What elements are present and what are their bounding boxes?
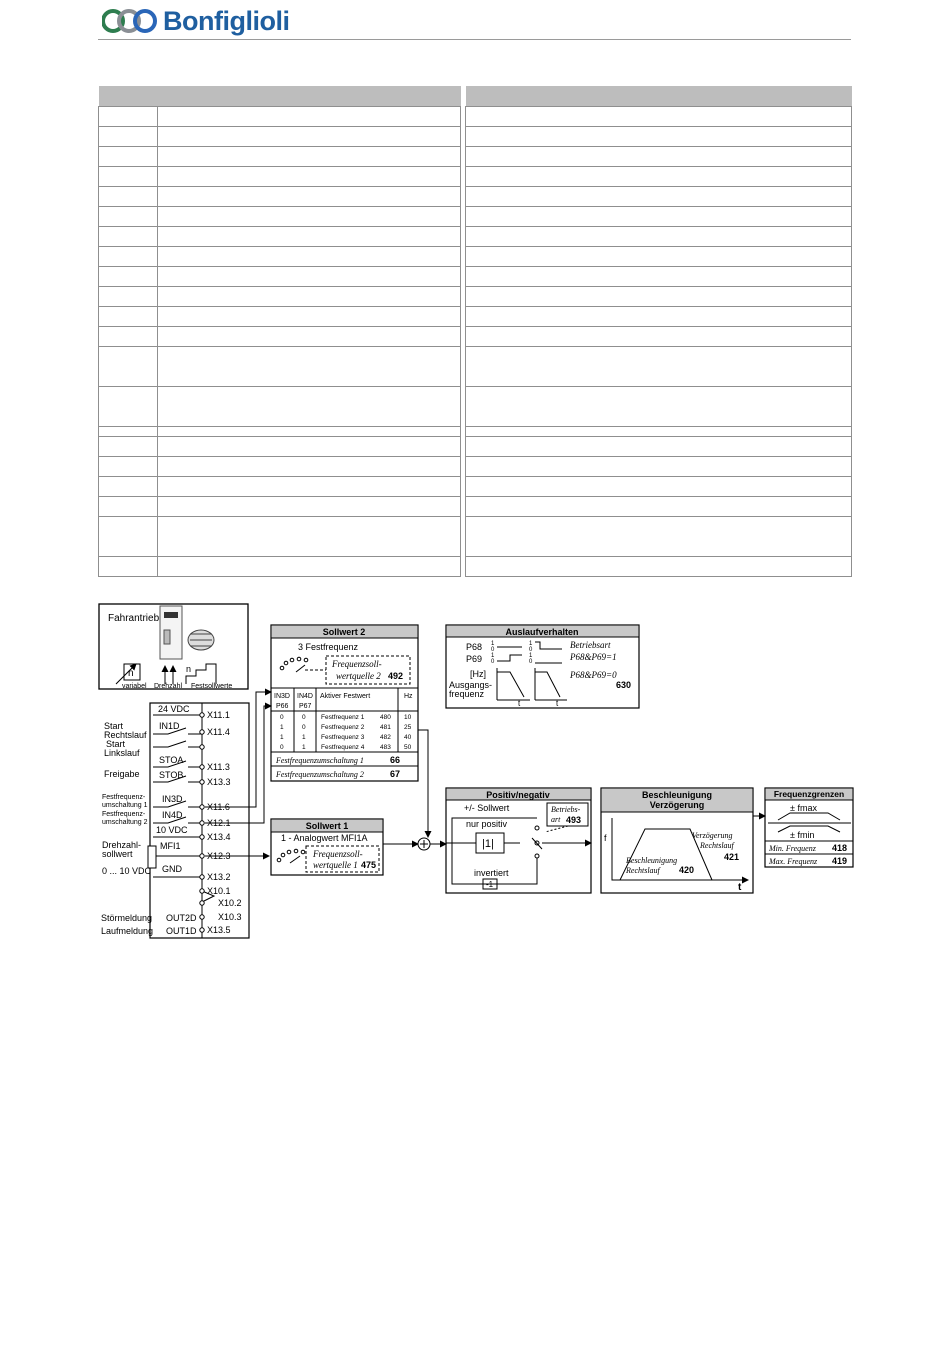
terminal-pin-label: X10.3 — [218, 912, 242, 922]
terminal-pin-icon — [200, 713, 204, 717]
col-p67: P67 — [299, 703, 312, 710]
limits-min-num: 418 — [832, 843, 848, 853]
brand-name: Bonfiglioli — [163, 6, 290, 36]
terminal-pin-label: X12.1 — [207, 818, 231, 828]
limits-fmin: ± fmin — [790, 830, 815, 840]
posneg-inv: invertiert — [474, 868, 509, 878]
terminal-pin-icon — [200, 835, 204, 839]
terminal-pin-label: X11.1 — [207, 710, 230, 720]
sollwert2-src-1: Frequenzsoll- — [332, 659, 382, 669]
col-in3d: IN3D — [274, 693, 290, 700]
ramp-t: t — [738, 882, 742, 893]
terminal-pin-label: X10.1 — [207, 886, 231, 896]
limits-title: Frequenzgrenzen — [773, 789, 845, 799]
posneg-mode-num: 493 — [566, 815, 582, 825]
abs-block: |1| — [482, 838, 494, 850]
t-label-2: t — [556, 699, 559, 708]
switch1-num: 66 — [390, 755, 401, 765]
limits-max-label: Max. Frequenz — [769, 857, 818, 866]
fault-label: Störmeldung — [101, 913, 153, 923]
signal-out2d: OUT2D — [166, 913, 197, 923]
lvl-1a: 1 — [491, 641, 495, 647]
ff-cell: 480 — [380, 714, 391, 721]
lvl-1b: 1 — [491, 653, 495, 659]
lvl-0a: 0 — [491, 647, 495, 653]
label-variabel: variabel — [122, 683, 147, 690]
lvl-1c: 1 — [529, 641, 533, 647]
ff-cell: 0 — [302, 724, 306, 731]
speed-sp-2: sollwert — [102, 849, 133, 859]
ff-cell: 481 — [380, 724, 391, 731]
p69-label: P69 — [466, 654, 483, 664]
signal-gnd: GND — [162, 864, 182, 874]
label-festsollwerte: Festsollwerte — [191, 683, 233, 690]
auslauf-cond0: P68&P69=0 — [570, 670, 617, 680]
p68-label: P68 — [466, 642, 483, 652]
terminal-pin-icon — [200, 780, 204, 784]
release-label: Freigabe — [104, 769, 140, 779]
sollwert1-src-1: Frequenzsoll- — [313, 849, 363, 859]
terminal-pin-icon — [200, 889, 204, 893]
range-label: 0 ... 10 VDC — [102, 866, 152, 876]
ff-cell: 0 — [280, 744, 284, 751]
terminal-pin-label: X13.5 — [207, 925, 231, 935]
terminal-pin-icon — [200, 915, 204, 919]
terminal-pin-icon — [200, 875, 204, 879]
ff-cell: 0 — [302, 714, 306, 721]
sollwert2-src-2: wertquelle 2 — [336, 671, 381, 681]
terminal-pin-icon — [200, 901, 204, 905]
terminal-pin-label: X11.3 — [207, 762, 230, 772]
ten-vdc-label: 10 VDC — [156, 825, 188, 835]
ramp-decel-num: 421 — [724, 852, 740, 862]
ff-cell: Festfrequenz 1 — [321, 714, 365, 721]
sollwert1-sub: 1 - Analogwert MFI1A — [281, 833, 368, 843]
start-left-2: Linkslauf — [104, 748, 140, 758]
neg-block: -1 — [486, 880, 494, 889]
ff-cell: Festfrequenz 3 — [321, 734, 365, 741]
signal-stoa: STOA — [159, 755, 184, 765]
terminal-pin-label: X13.2 — [207, 872, 231, 882]
ff-cell: Festfrequenz 2 — [321, 724, 365, 731]
signal-in4d: IN4D — [162, 810, 183, 820]
fahrantrieb-title: Fahrantrieb — [108, 613, 160, 624]
auslauf-num: 630 — [616, 680, 632, 690]
posneg-pos: nur positiv — [466, 819, 508, 829]
auslauf-block — [446, 625, 639, 708]
auslauf-title: Auslaufverhalten — [505, 627, 579, 637]
fixed-switch-2a: Festfrequenz- — [102, 811, 146, 818]
switch2-num: 67 — [390, 769, 401, 779]
posneg-block — [446, 788, 591, 893]
hz-label: [Hz] — [470, 669, 487, 679]
ramp-title-1: Beschleunigung — [641, 790, 713, 800]
terminal-pin-icon — [200, 745, 204, 749]
start-right-1: Start — [104, 721, 124, 731]
ff-cell: 483 — [380, 744, 391, 751]
terminal-pin-icon — [200, 854, 204, 858]
sollwert2-title: Sollwert 2 — [322, 627, 366, 637]
ausgang-2: frequenz — [449, 689, 485, 699]
signal-mfi1: MFI1 — [160, 841, 181, 851]
col-p66: P66 — [276, 703, 289, 710]
terminal-pin-icon — [200, 765, 204, 769]
ramp-title-2: Verzögerung — [649, 800, 705, 810]
fixed-switch-1a: Festfrequenz- — [102, 794, 146, 801]
sollwert2-block — [271, 625, 418, 781]
ff-cell: 482 — [380, 734, 391, 741]
limits-min-label: Min. Frequenz — [769, 844, 816, 853]
switch1-label: Festfrequenzumschaltung 1 — [276, 756, 364, 765]
lvl-0d: 0 — [529, 659, 533, 665]
ff-cell: 1 — [280, 734, 284, 741]
posneg-mode-1: Betriebs- — [551, 805, 581, 814]
n-label-2: n — [186, 664, 192, 674]
col-in4d: IN4D — [297, 693, 313, 700]
fixed-switch-1b: umschaltung 1 — [102, 802, 148, 809]
lvl-0b: 0 — [491, 659, 495, 665]
ramp-block — [601, 788, 753, 893]
lvl-0c: 0 — [529, 647, 533, 653]
auslauf-mode: Betriebsart — [570, 640, 611, 650]
terminal-pin-icon — [200, 928, 204, 932]
terminal-strip — [148, 703, 249, 938]
terminal-pin-icon — [200, 805, 204, 809]
start-right-2: Rechtslauf — [104, 730, 147, 740]
potentiometer-icon — [148, 846, 156, 868]
ramp-accel-1: Beschleunigung — [626, 856, 678, 865]
terminal-pin-label: X10.2 — [218, 898, 242, 908]
auslauf-cond1: P68&P69=1 — [570, 652, 617, 662]
n-label: n — [128, 668, 134, 679]
sollwert2-src-num: 492 — [388, 671, 404, 681]
terminal-pin-label: X11.6 — [207, 802, 230, 812]
ausgang-1: Ausgangs- — [449, 680, 493, 690]
terminal-pin-icon — [200, 730, 204, 734]
ff-cell: 1 — [302, 744, 306, 751]
ramp-accel-2: Rechtslauf — [626, 866, 660, 875]
terminal-pin-label: X11.4 — [207, 727, 230, 737]
supply-label: 24 VDC — [158, 704, 190, 714]
lvl-1d: 1 — [529, 653, 533, 659]
terminal-pin-label: X13.3 — [207, 777, 231, 787]
ff-cell: 10 — [404, 714, 412, 721]
ff-cell: 40 — [404, 734, 412, 741]
col-active: Aktiver Festwert — [320, 693, 371, 700]
ff-cell: 1 — [280, 724, 284, 731]
terminal-pin-label: X12.3 — [207, 851, 231, 861]
signal-in1d: IN1D — [159, 721, 180, 731]
run-label: Laufmeldung — [101, 926, 154, 936]
speed-sp-1: Drehzahl- — [102, 840, 142, 850]
sollwert1-block — [271, 819, 383, 875]
limits-max-num: 419 — [832, 856, 848, 866]
posneg-mode-2: art — [551, 815, 561, 824]
ramp-decel-1: Verzögerung — [692, 831, 733, 840]
sollwert1-src-num: 475 — [361, 860, 377, 870]
terminal-pin-label: X13.4 — [207, 832, 231, 842]
t-label-1: t — [518, 699, 521, 708]
limits-fmax: ± fmax — [790, 803, 817, 813]
col-hz: Hz — [404, 693, 413, 700]
ff-cell: 50 — [404, 744, 412, 751]
signal-in3d: IN3D — [162, 794, 183, 804]
signal-stob: STOB — [159, 770, 184, 780]
posneg-title: Positiv/negativ — [486, 790, 550, 800]
fixed-switch-2b: umschaltung 2 — [102, 819, 148, 826]
limits-block — [765, 788, 853, 867]
label-drehzahl: Drehzahl — [154, 683, 183, 690]
ramp-f: f — [604, 833, 607, 843]
sollwert1-title: Sollwert 1 — [305, 821, 349, 831]
fahrantrieb-box — [99, 604, 248, 690]
sollwert1-src-2: wertquelle 1 — [313, 860, 358, 870]
terminal-pin-icon — [200, 821, 204, 825]
posneg-sollwert: +/- Sollwert — [464, 803, 510, 813]
ff-cell: 0 — [280, 714, 284, 721]
switch2-label: Festfrequenzumschaltung 2 — [276, 770, 364, 779]
ff-cell: 1 — [302, 734, 306, 741]
start-left-1: Start — [106, 739, 126, 749]
ramp-accel-num: 420 — [679, 865, 695, 875]
signal-out1d: OUT1D — [166, 926, 197, 936]
ramp-decel-2: Rechtslauf — [700, 841, 734, 850]
ff-cell: Festfrequenz 4 — [321, 744, 365, 751]
sollwert2-sub: 3 Festfrequenz — [298, 642, 359, 652]
ff-cell: 25 — [404, 724, 412, 731]
